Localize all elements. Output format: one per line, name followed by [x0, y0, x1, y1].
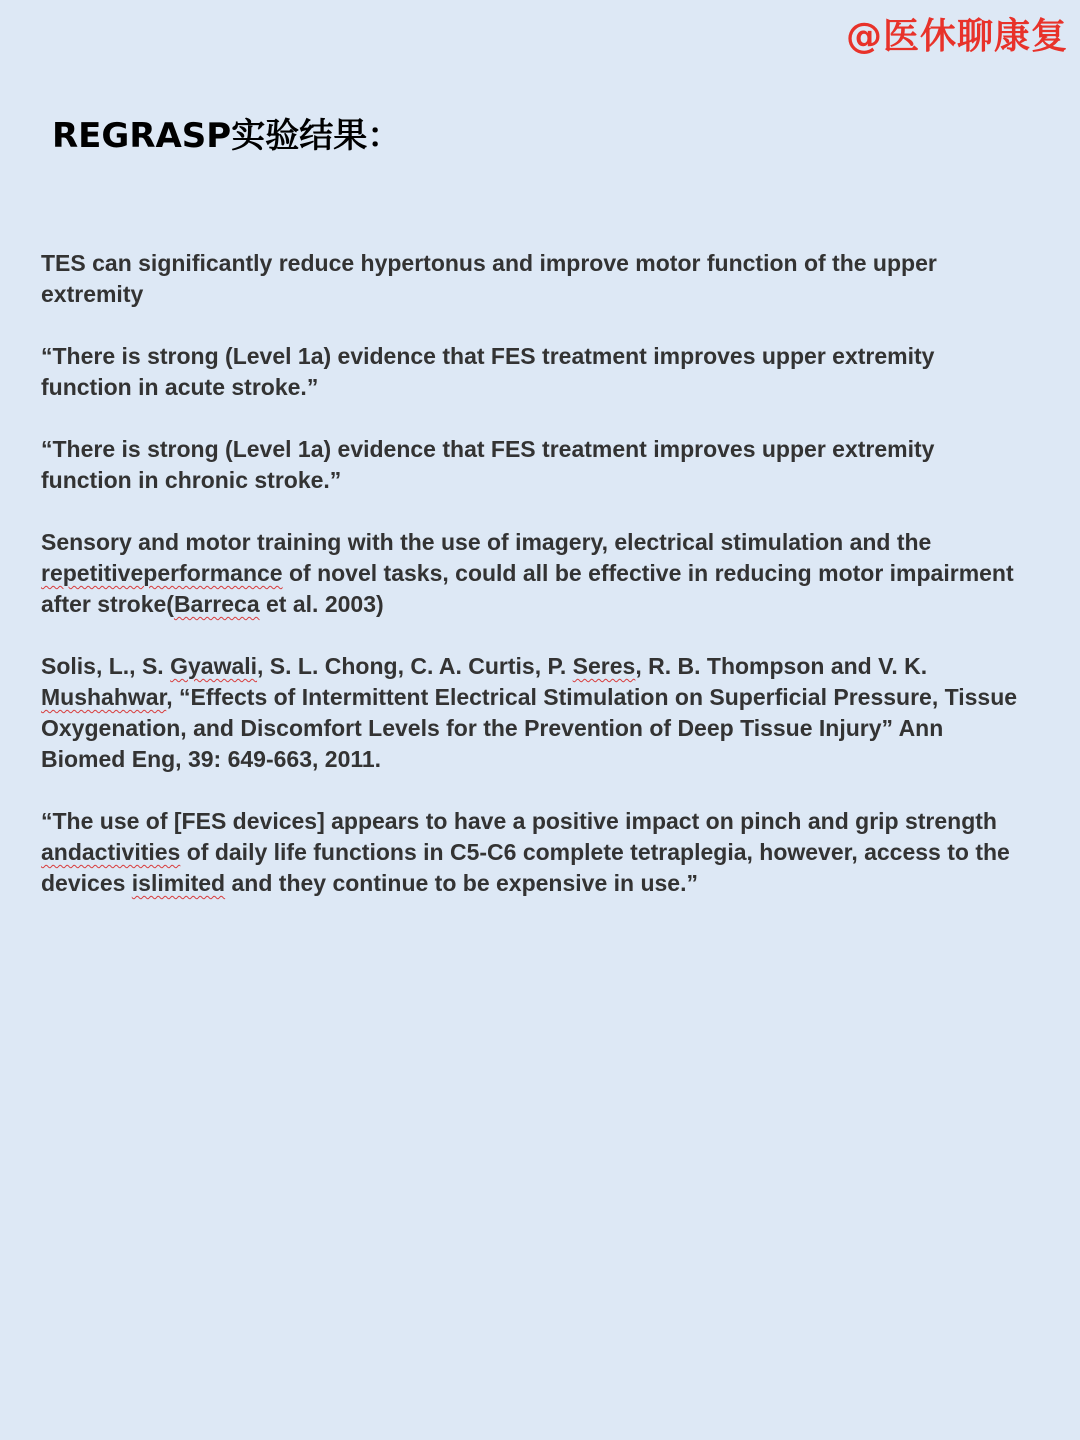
text-run: Solis, L., S. [41, 653, 171, 679]
paragraph-text: “There is strong (Level 1a) evidence that FES treatment improves upper extremity function in acute stroke.” [41, 343, 935, 400]
page-title: REGRASP实验结果： [52, 116, 402, 156]
spellcheck-flagged-word: Seres [572, 653, 636, 679]
spellcheck-flagged-word: Barreca [173, 591, 260, 617]
spellcheck-flagged-word: Gyawali [170, 653, 258, 679]
text-run: of novel tasks, could all be effective in reducing motor impairment after stroke( [41, 560, 1014, 617]
text-run: Sensory and motor training with the use of imagery, electrical stimulation and the [41, 529, 932, 555]
paragraph-chronic-stroke-quote [41, 434, 1031, 496]
paragraph-citation-solis [41, 651, 1031, 775]
watermark-handle: @医休聊康复 [845, 16, 1068, 57]
paragraph-tes-summary [41, 248, 1031, 310]
text-run: , “Effects of Intermittent Electrical Stimulation on Superficial Pressure, Tissue Oxygenation, and Discomfort Levels for the Prevention of Deep Tissue Injury” Ann Biomed Eng, 39: 649-663, 2011. [41, 684, 1018, 772]
text-run: et al. 2003) [259, 591, 384, 617]
paragraph-text: “There is strong (Level 1a) evidence that FES treatment improves upper extremity function in chronic stroke.” [41, 436, 935, 493]
document-body [41, 248, 1031, 930]
text-run: and they continue to be expensive in use.” [225, 870, 698, 896]
paragraph-sensory-motor-training [41, 527, 1031, 620]
paragraph-fes-devices-quote [41, 806, 1031, 899]
paragraph-acute-stroke-quote [41, 341, 1031, 403]
spellcheck-flagged-word: repetitiveperformance [41, 560, 283, 586]
spellcheck-flagged-word: islimited [131, 870, 226, 896]
paragraph-text: TES can significantly reduce hypertonus and improve motor function of the upper extremity [41, 250, 937, 307]
spellcheck-flagged-word: Mushahwar [41, 684, 167, 710]
text-run: “The use of [FES devices] appears to have a positive impact on pinch and grip strength [41, 808, 997, 834]
text-run: of daily life functions in C5-C6 complete tetraplegia, however, access to the devices [41, 839, 1010, 896]
text-run: , R. B. Thompson and V. K. [635, 653, 928, 679]
text-run: , S. L. Chong, C. A. Curtis, P. [257, 653, 573, 679]
spellcheck-flagged-word: andactivities [41, 839, 181, 865]
